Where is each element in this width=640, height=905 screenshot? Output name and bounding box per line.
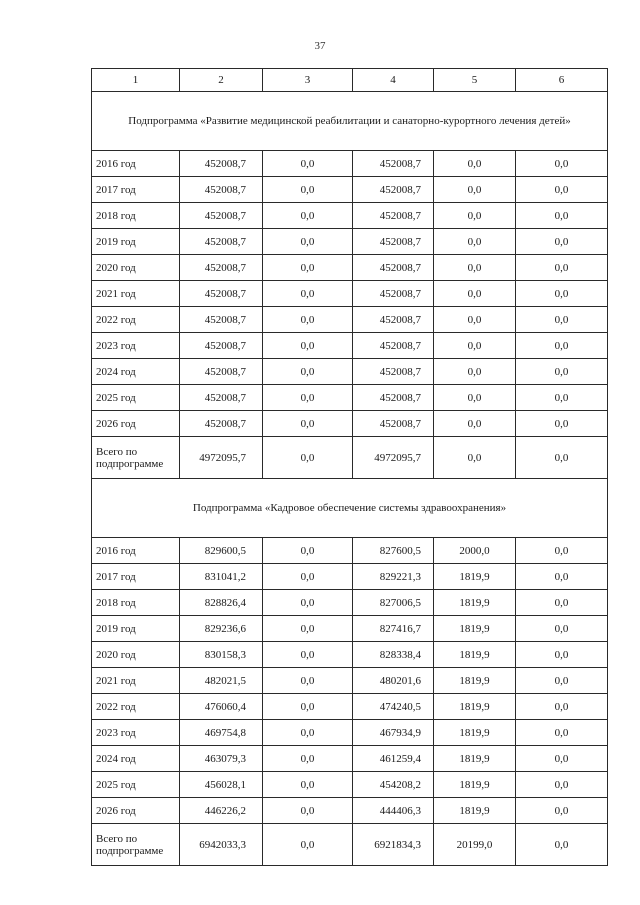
- local-amount-cell: 1819,9: [434, 616, 516, 642]
- local-amount-cell: 0,0: [434, 411, 516, 437]
- total-amount-cell: 452008,7: [180, 255, 263, 281]
- table-row: [92, 798, 608, 824]
- other-amount-cell: 0,0: [516, 437, 608, 479]
- local-amount-cell: 0,0: [434, 255, 516, 281]
- subprogram-title-row: [92, 479, 608, 538]
- regional-amount-cell: 474240,5: [353, 694, 434, 720]
- regional-amount-cell: 829221,3: [353, 564, 434, 590]
- local-amount-cell: 0,0: [434, 281, 516, 307]
- other-amount-cell: 0,0: [516, 668, 608, 694]
- column-number-row: [92, 69, 608, 92]
- local-amount-cell: 1819,9: [434, 772, 516, 798]
- table-row: [92, 281, 608, 307]
- period-cell: 2016 год: [92, 538, 180, 564]
- local-amount-cell: 0,0: [434, 203, 516, 229]
- other-amount-cell: 0,0: [516, 746, 608, 772]
- table-row: [92, 694, 608, 720]
- regional-amount-cell: 4972095,7: [353, 437, 434, 479]
- table-row: [92, 333, 608, 359]
- total-amount-cell: 452008,7: [180, 385, 263, 411]
- period-cell: 2025 год: [92, 772, 180, 798]
- regional-amount-cell: 452008,7: [353, 229, 434, 255]
- total-amount-cell: 4972095,7: [180, 437, 263, 479]
- total-amount-cell: 452008,7: [180, 359, 263, 385]
- local-amount-cell: 1819,9: [434, 564, 516, 590]
- regional-amount-cell: 461259,4: [353, 746, 434, 772]
- regional-amount-cell: 452008,7: [353, 151, 434, 177]
- table-row: [92, 538, 608, 564]
- other-amount-cell: 0,0: [516, 307, 608, 333]
- period-cell: 2023 год: [92, 720, 180, 746]
- federal-amount-cell: 0,0: [263, 564, 353, 590]
- regional-amount-cell: 452008,7: [353, 359, 434, 385]
- local-amount-cell: 0,0: [434, 437, 516, 479]
- table-row: [92, 203, 608, 229]
- federal-amount-cell: 0,0: [263, 437, 353, 479]
- local-amount-cell: 0,0: [434, 177, 516, 203]
- regional-amount-cell: 480201,6: [353, 668, 434, 694]
- other-amount-cell: 0,0: [516, 538, 608, 564]
- other-amount-cell: 0,0: [516, 642, 608, 668]
- table-row: [92, 307, 608, 333]
- column-number: 1: [92, 69, 180, 92]
- table-row: [92, 642, 608, 668]
- regional-amount-cell: 828338,4: [353, 642, 434, 668]
- column-number: 5: [434, 69, 516, 92]
- total-amount-cell: 463079,3: [180, 746, 263, 772]
- other-amount-cell: 0,0: [516, 720, 608, 746]
- total-amount-cell: 452008,7: [180, 307, 263, 333]
- regional-amount-cell: 452008,7: [353, 177, 434, 203]
- federal-amount-cell: 0,0: [263, 333, 353, 359]
- other-amount-cell: 0,0: [516, 694, 608, 720]
- local-amount-cell: 1819,9: [434, 590, 516, 616]
- federal-amount-cell: 0,0: [263, 203, 353, 229]
- column-number: 3: [263, 69, 353, 92]
- regional-amount-cell: 827416,7: [353, 616, 434, 642]
- table-row: [92, 564, 608, 590]
- regional-amount-cell: 827600,5: [353, 538, 434, 564]
- period-cell: 2019 год: [92, 616, 180, 642]
- federal-amount-cell: 0,0: [263, 668, 353, 694]
- federal-amount-cell: 0,0: [263, 772, 353, 798]
- regional-amount-cell: 452008,7: [353, 203, 434, 229]
- local-amount-cell: 0,0: [434, 151, 516, 177]
- period-cell: 2017 год: [92, 177, 180, 203]
- other-amount-cell: 0,0: [516, 229, 608, 255]
- period-cell: 2022 год: [92, 694, 180, 720]
- total-row: [92, 824, 608, 866]
- column-number: 2: [180, 69, 263, 92]
- federal-amount-cell: 0,0: [263, 229, 353, 255]
- total-amount-cell: 476060,4: [180, 694, 263, 720]
- total-amount-cell: 829236,6: [180, 616, 263, 642]
- regional-amount-cell: 452008,7: [353, 255, 434, 281]
- other-amount-cell: 0,0: [516, 333, 608, 359]
- subprogram-title: Подпрограмма «Кадровое обеспечение системы здравоохранения»: [92, 479, 608, 538]
- local-amount-cell: 0,0: [434, 229, 516, 255]
- total-amount-cell: 452008,7: [180, 151, 263, 177]
- period-cell: Всего по подпрограмме: [92, 824, 180, 866]
- regional-amount-cell: 452008,7: [353, 333, 434, 359]
- period-cell: 2017 год: [92, 564, 180, 590]
- other-amount-cell: 0,0: [516, 203, 608, 229]
- total-amount-cell: 452008,7: [180, 411, 263, 437]
- period-cell: 2018 год: [92, 590, 180, 616]
- federal-amount-cell: 0,0: [263, 798, 353, 824]
- period-cell: 2020 год: [92, 642, 180, 668]
- federal-amount-cell: 0,0: [263, 151, 353, 177]
- local-amount-cell: 1819,9: [434, 746, 516, 772]
- total-amount-cell: 456028,1: [180, 772, 263, 798]
- federal-amount-cell: 0,0: [263, 385, 353, 411]
- federal-amount-cell: 0,0: [263, 255, 353, 281]
- other-amount-cell: 0,0: [516, 385, 608, 411]
- other-amount-cell: 0,0: [516, 590, 608, 616]
- local-amount-cell: 1819,9: [434, 668, 516, 694]
- local-amount-cell: 20199,0: [434, 824, 516, 866]
- table-row: [92, 229, 608, 255]
- period-cell: 2019 год: [92, 229, 180, 255]
- table-row: [92, 411, 608, 437]
- table-row: [92, 720, 608, 746]
- federal-amount-cell: 0,0: [263, 177, 353, 203]
- column-number: 6: [516, 69, 608, 92]
- federal-amount-cell: 0,0: [263, 746, 353, 772]
- federal-amount-cell: 0,0: [263, 538, 353, 564]
- regional-amount-cell: 6921834,3: [353, 824, 434, 866]
- table-row: [92, 255, 608, 281]
- local-amount-cell: 1819,9: [434, 694, 516, 720]
- period-cell: 2021 год: [92, 668, 180, 694]
- regional-amount-cell: 452008,7: [353, 411, 434, 437]
- page-number: 37: [314, 40, 326, 52]
- period-cell: 2016 год: [92, 151, 180, 177]
- other-amount-cell: 0,0: [516, 798, 608, 824]
- table-row: [92, 746, 608, 772]
- total-amount-cell: 828826,4: [180, 590, 263, 616]
- budget-table: [91, 68, 608, 866]
- subprogram-title-row: [92, 92, 608, 151]
- federal-amount-cell: 0,0: [263, 281, 353, 307]
- regional-amount-cell: 827006,5: [353, 590, 434, 616]
- total-amount-cell: 446226,2: [180, 798, 263, 824]
- period-cell: 2024 год: [92, 359, 180, 385]
- other-amount-cell: 0,0: [516, 151, 608, 177]
- federal-amount-cell: 0,0: [263, 642, 353, 668]
- table-row: [92, 616, 608, 642]
- other-amount-cell: 0,0: [516, 359, 608, 385]
- table-row: [92, 151, 608, 177]
- other-amount-cell: 0,0: [516, 411, 608, 437]
- total-amount-cell: 831041,2: [180, 564, 263, 590]
- total-amount-cell: 469754,8: [180, 720, 263, 746]
- regional-amount-cell: 467934,9: [353, 720, 434, 746]
- table-row: [92, 385, 608, 411]
- regional-amount-cell: 452008,7: [353, 307, 434, 333]
- period-cell: 2023 год: [92, 333, 180, 359]
- regional-amount-cell: 444406,3: [353, 798, 434, 824]
- federal-amount-cell: 0,0: [263, 590, 353, 616]
- total-amount-cell: 6942033,3: [180, 824, 263, 866]
- federal-amount-cell: 0,0: [263, 307, 353, 333]
- table-row: [92, 590, 608, 616]
- total-row: [92, 437, 608, 479]
- total-amount-cell: 482021,5: [180, 668, 263, 694]
- federal-amount-cell: 0,0: [263, 411, 353, 437]
- period-cell: 2022 год: [92, 307, 180, 333]
- federal-amount-cell: 0,0: [263, 824, 353, 866]
- federal-amount-cell: 0,0: [263, 616, 353, 642]
- federal-amount-cell: 0,0: [263, 694, 353, 720]
- period-cell: 2026 год: [92, 798, 180, 824]
- period-cell: 2026 год: [92, 411, 180, 437]
- table-row: [92, 668, 608, 694]
- period-cell: Всего по подпрограмме: [92, 437, 180, 479]
- local-amount-cell: 2000,0: [434, 538, 516, 564]
- regional-amount-cell: 454208,2: [353, 772, 434, 798]
- total-amount-cell: 452008,7: [180, 177, 263, 203]
- period-cell: 2025 год: [92, 385, 180, 411]
- total-amount-cell: 830158,3: [180, 642, 263, 668]
- table-row: [92, 177, 608, 203]
- column-number: 4: [353, 69, 434, 92]
- other-amount-cell: 0,0: [516, 255, 608, 281]
- period-cell: 2021 год: [92, 281, 180, 307]
- other-amount-cell: 0,0: [516, 177, 608, 203]
- local-amount-cell: 1819,9: [434, 642, 516, 668]
- federal-amount-cell: 0,0: [263, 720, 353, 746]
- period-cell: 2020 год: [92, 255, 180, 281]
- federal-amount-cell: 0,0: [263, 359, 353, 385]
- total-amount-cell: 452008,7: [180, 229, 263, 255]
- local-amount-cell: 1819,9: [434, 798, 516, 824]
- table-row: [92, 359, 608, 385]
- table-row: [92, 772, 608, 798]
- subprogram-title: Подпрограмма «Развитие медицинской реабилитации и санаторно-курортного лечения детей»: [92, 92, 608, 151]
- local-amount-cell: 0,0: [434, 307, 516, 333]
- period-cell: 2024 год: [92, 746, 180, 772]
- local-amount-cell: 0,0: [434, 333, 516, 359]
- local-amount-cell: 1819,9: [434, 720, 516, 746]
- local-amount-cell: 0,0: [434, 385, 516, 411]
- total-amount-cell: 452008,7: [180, 203, 263, 229]
- local-amount-cell: 0,0: [434, 359, 516, 385]
- total-amount-cell: 452008,7: [180, 281, 263, 307]
- other-amount-cell: 0,0: [516, 281, 608, 307]
- other-amount-cell: 0,0: [516, 564, 608, 590]
- total-amount-cell: 452008,7: [180, 333, 263, 359]
- period-cell: 2018 год: [92, 203, 180, 229]
- other-amount-cell: 0,0: [516, 616, 608, 642]
- other-amount-cell: 0,0: [516, 772, 608, 798]
- table-body: [92, 69, 608, 866]
- total-amount-cell: 829600,5: [180, 538, 263, 564]
- regional-amount-cell: 452008,7: [353, 281, 434, 307]
- other-amount-cell: 0,0: [516, 824, 608, 866]
- regional-amount-cell: 452008,7: [353, 385, 434, 411]
